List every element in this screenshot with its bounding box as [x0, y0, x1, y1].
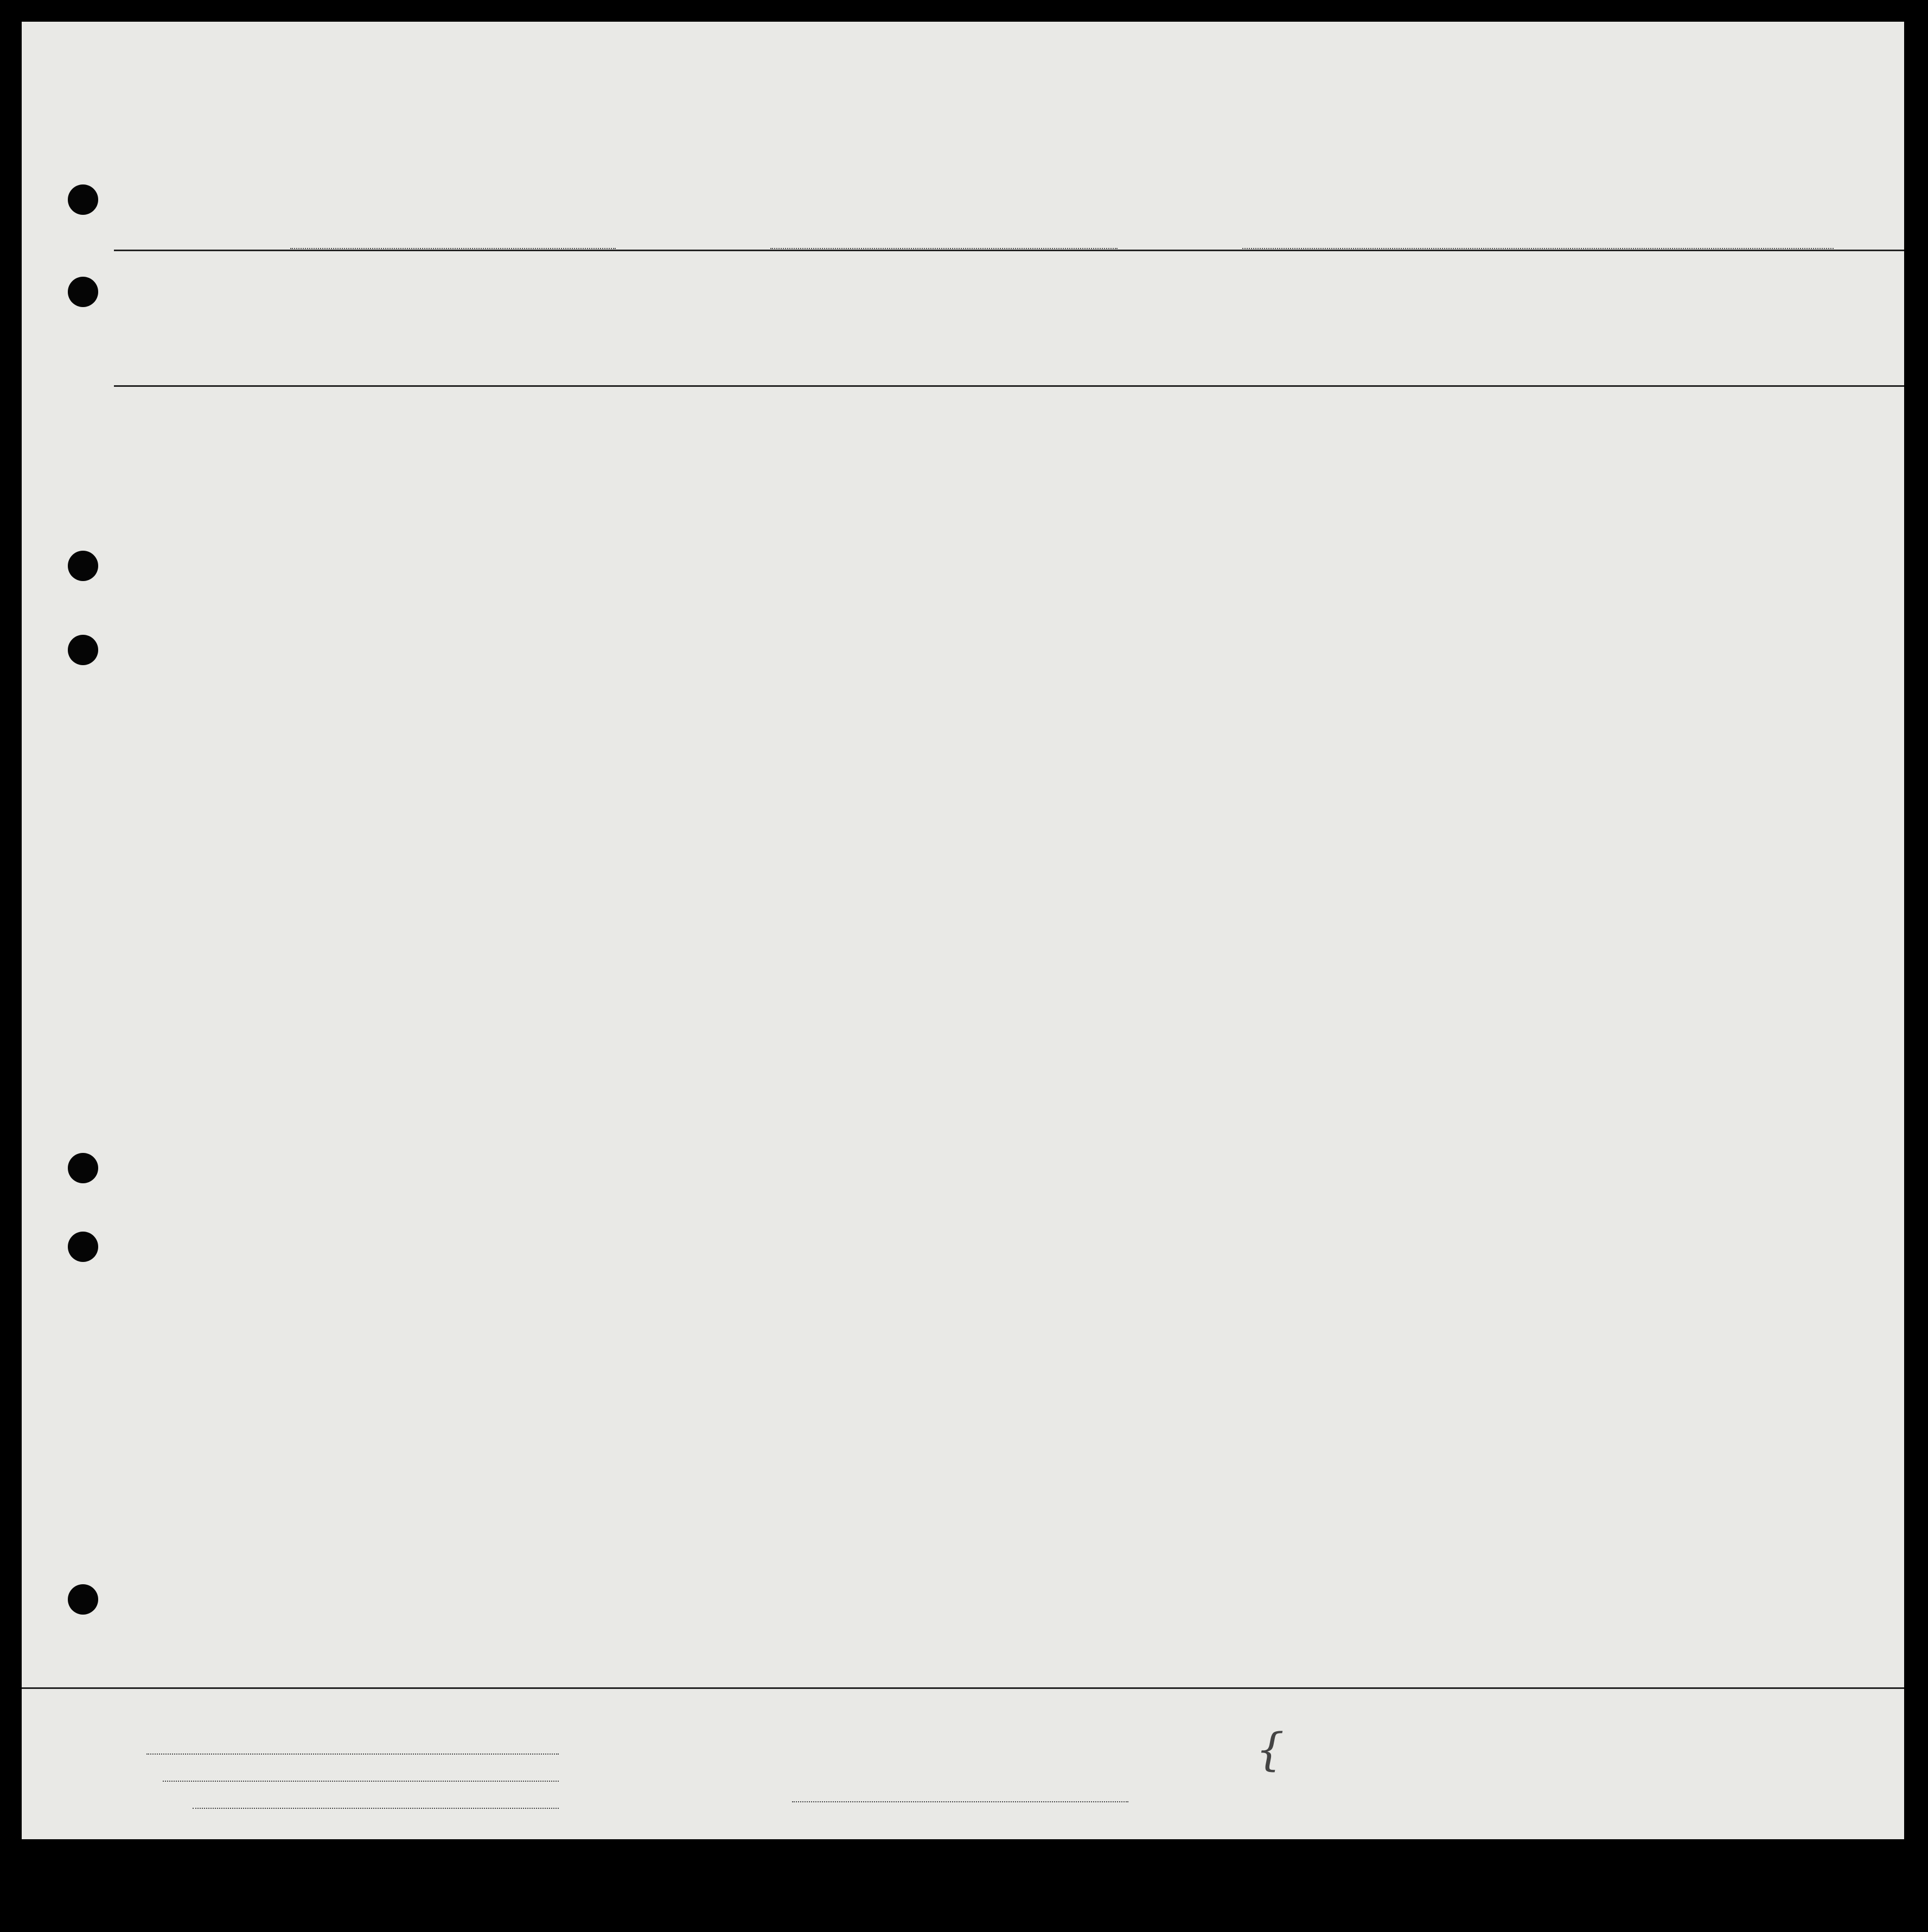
footer: {: [22, 1687, 1904, 1839]
punch-hole: [68, 1232, 98, 1262]
punch-hole: [68, 1153, 98, 1183]
punch-hole: [68, 277, 98, 307]
manifest-document: [22, 22, 1904, 1839]
punch-hole: [68, 635, 98, 665]
vessel-line: [206, 220, 1834, 252]
punch-hole: [68, 551, 98, 581]
sheet-number-label: [1695, 87, 1706, 112]
punch-hole: [68, 1584, 98, 1615]
punch-hole: [68, 184, 98, 215]
crew-table: [114, 250, 1904, 1685]
